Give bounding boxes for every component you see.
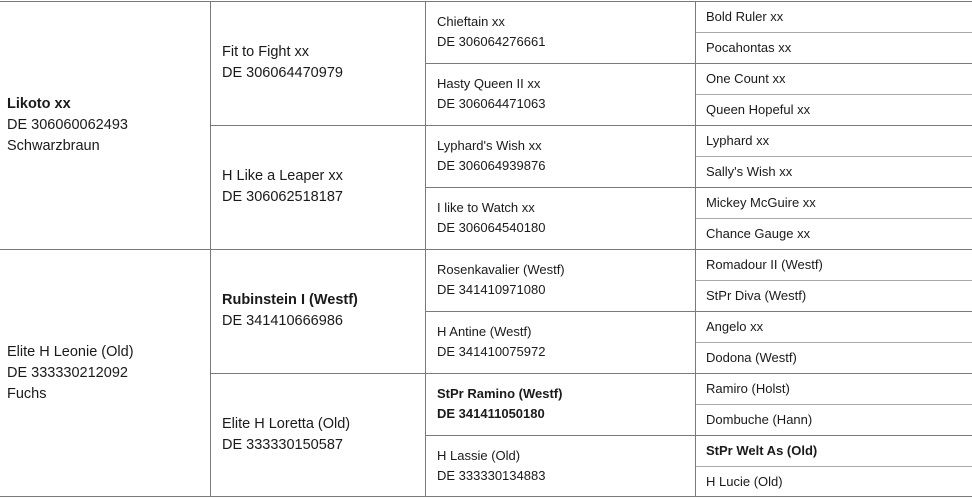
gen3-cell-3: [426, 125, 696, 187]
grid-bottom-border: [0, 496, 972, 497]
gen3-reg-6: DE 341410075972: [437, 344, 546, 359]
gen4-name-13: Ramiro (Holst): [706, 380, 790, 396]
gen3-cell-7: [426, 373, 696, 435]
gen4-name-10: StPr Diva (Westf): [706, 287, 807, 303]
gen4-name-3: One Count xx: [706, 70, 786, 86]
gen2-cell-2: [211, 125, 426, 249]
grid-row-g4-f: [696, 342, 972, 343]
gen3-reg-5: DE 341410971080: [437, 282, 546, 297]
grid-row-g4-h: [696, 466, 972, 467]
gen4-cell-2: [696, 32, 972, 63]
gen3-name-7: StPr Ramino (Westf): [437, 386, 563, 401]
gen3-name-2: Hasty Queen II xx: [437, 76, 541, 91]
gen4-cell-13: [696, 373, 972, 404]
gen4-cell-8: [696, 218, 972, 249]
grid-row-g4-g: [696, 404, 972, 405]
grid-top-border: [0, 1, 972, 2]
gen4-name-11: Angelo xx: [706, 318, 764, 334]
gen1-dam-color: Fuchs: [7, 385, 47, 402]
gen3-name-5: Rosenkavalier (Westf): [437, 262, 565, 277]
gen3-name-8: H Lassie (Old): [437, 448, 521, 463]
gen4-name-2: Pocahontas xx: [706, 39, 792, 55]
gen4-cell-12: [696, 342, 972, 373]
grid-row-g2-a: [211, 125, 972, 126]
gen4-name-4: Queen Hopeful xx: [706, 101, 811, 117]
gen1-sire-cell: [0, 1, 211, 249]
gen3-cell-5: [426, 249, 696, 311]
grid-row-g3-b: [426, 187, 972, 188]
gen1-sire-color: Schwarzbraun: [7, 137, 100, 154]
grid-row-g4-c: [696, 156, 972, 157]
gen1-dam-cell: [0, 249, 211, 497]
gen4-name-1: Bold Ruler xx: [706, 8, 784, 24]
gen1-sire-reg: DE 306060062493: [7, 116, 128, 133]
gen3-reg-7: DE 341411050180: [437, 406, 545, 421]
gen3-cell-8: [426, 435, 696, 497]
grid-row-g3-c: [426, 311, 972, 312]
gen1-dam-name: Elite H Leonie (Old): [7, 343, 134, 360]
gen3-cell-2: [426, 63, 696, 125]
gen2-cell-1: [211, 1, 426, 125]
gen4-cell-4: [696, 94, 972, 125]
gen2-name-3: Rubinstein I (Westf): [222, 292, 358, 308]
gen2-cell-4: [211, 373, 426, 497]
grid-row-g3-a: [426, 63, 972, 64]
grid-row-g4-b: [696, 94, 972, 95]
gen4-cell-6: [696, 156, 972, 187]
gen4-cell-5: [696, 125, 972, 156]
gen3-reg-2: DE 306064471063: [437, 96, 546, 111]
gen4-cell-9: [696, 249, 972, 280]
gen2-reg-1: DE 306064470979: [222, 65, 343, 81]
gen2-cell-3: [211, 249, 426, 373]
gen4-name-7: Mickey McGuire xx: [706, 194, 816, 210]
pedigree-table: [0, 1, 972, 497]
gen4-cell-3: [696, 63, 972, 94]
grid-row-g2-b: [211, 373, 972, 374]
gen3-name-6: H Antine (Westf): [437, 324, 532, 339]
gen4-name-9: Romadour II (Westf): [706, 256, 823, 272]
gen3-reg-3: DE 306064939876: [437, 158, 546, 173]
gen4-cell-15: [696, 435, 972, 466]
gen4-cell-11: [696, 311, 972, 342]
gen1-dam-reg: DE 333330212092: [7, 364, 128, 381]
gen3-reg-1: DE 306064276661: [437, 34, 546, 49]
gen3-name-3: Lyphard's Wish xx: [437, 138, 542, 153]
gen4-name-16: H Lucie (Old): [706, 473, 783, 489]
gen3-cell-6: [426, 311, 696, 373]
gen3-name-1: Chieftain xx: [437, 14, 505, 29]
grid-row-g4-d: [696, 218, 972, 219]
gen4-name-14: Dombuche (Hann): [706, 411, 813, 427]
gen4-name-6: Sally's Wish xx: [706, 163, 793, 179]
gen4-cell-14: [696, 404, 972, 435]
grid-row-g1: [0, 249, 972, 250]
gen4-cell-16: [696, 466, 972, 497]
gen3-cell-4: [426, 187, 696, 249]
gen3-reg-4: DE 306064540180: [437, 220, 546, 235]
gen4-cell-1: [696, 1, 972, 32]
grid-row-g4-e: [696, 280, 972, 281]
gen4-name-5: Lyphard xx: [706, 132, 770, 148]
gen2-reg-2: DE 306062518187: [222, 189, 343, 205]
gen4-cell-7: [696, 187, 972, 218]
gen2-name-2: H Like a Leaper xx: [222, 168, 343, 184]
gen4-name-12: Dodona (Westf): [706, 349, 797, 365]
gen1-sire-name: Likoto xx: [7, 95, 71, 112]
grid-row-g4-a: [696, 32, 972, 33]
gen2-reg-3: DE 341410666986: [222, 313, 343, 329]
gen4-cell-10: [696, 280, 972, 311]
gen4-name-8: Chance Gauge xx: [706, 225, 811, 241]
gen2-reg-4: DE 333330150587: [222, 437, 343, 453]
gen3-cell-1: [426, 1, 696, 63]
gen3-reg-8: DE 333330134883: [437, 468, 546, 483]
gen2-name-4: Elite H Loretta (Old): [222, 416, 351, 432]
gen4-name-15: StPr Welt As (Old): [706, 442, 818, 458]
gen3-name-4: I like to Watch xx: [437, 200, 535, 215]
grid-row-g3-d: [426, 435, 972, 436]
gen2-name-1: Fit to Fight xx: [222, 44, 310, 60]
